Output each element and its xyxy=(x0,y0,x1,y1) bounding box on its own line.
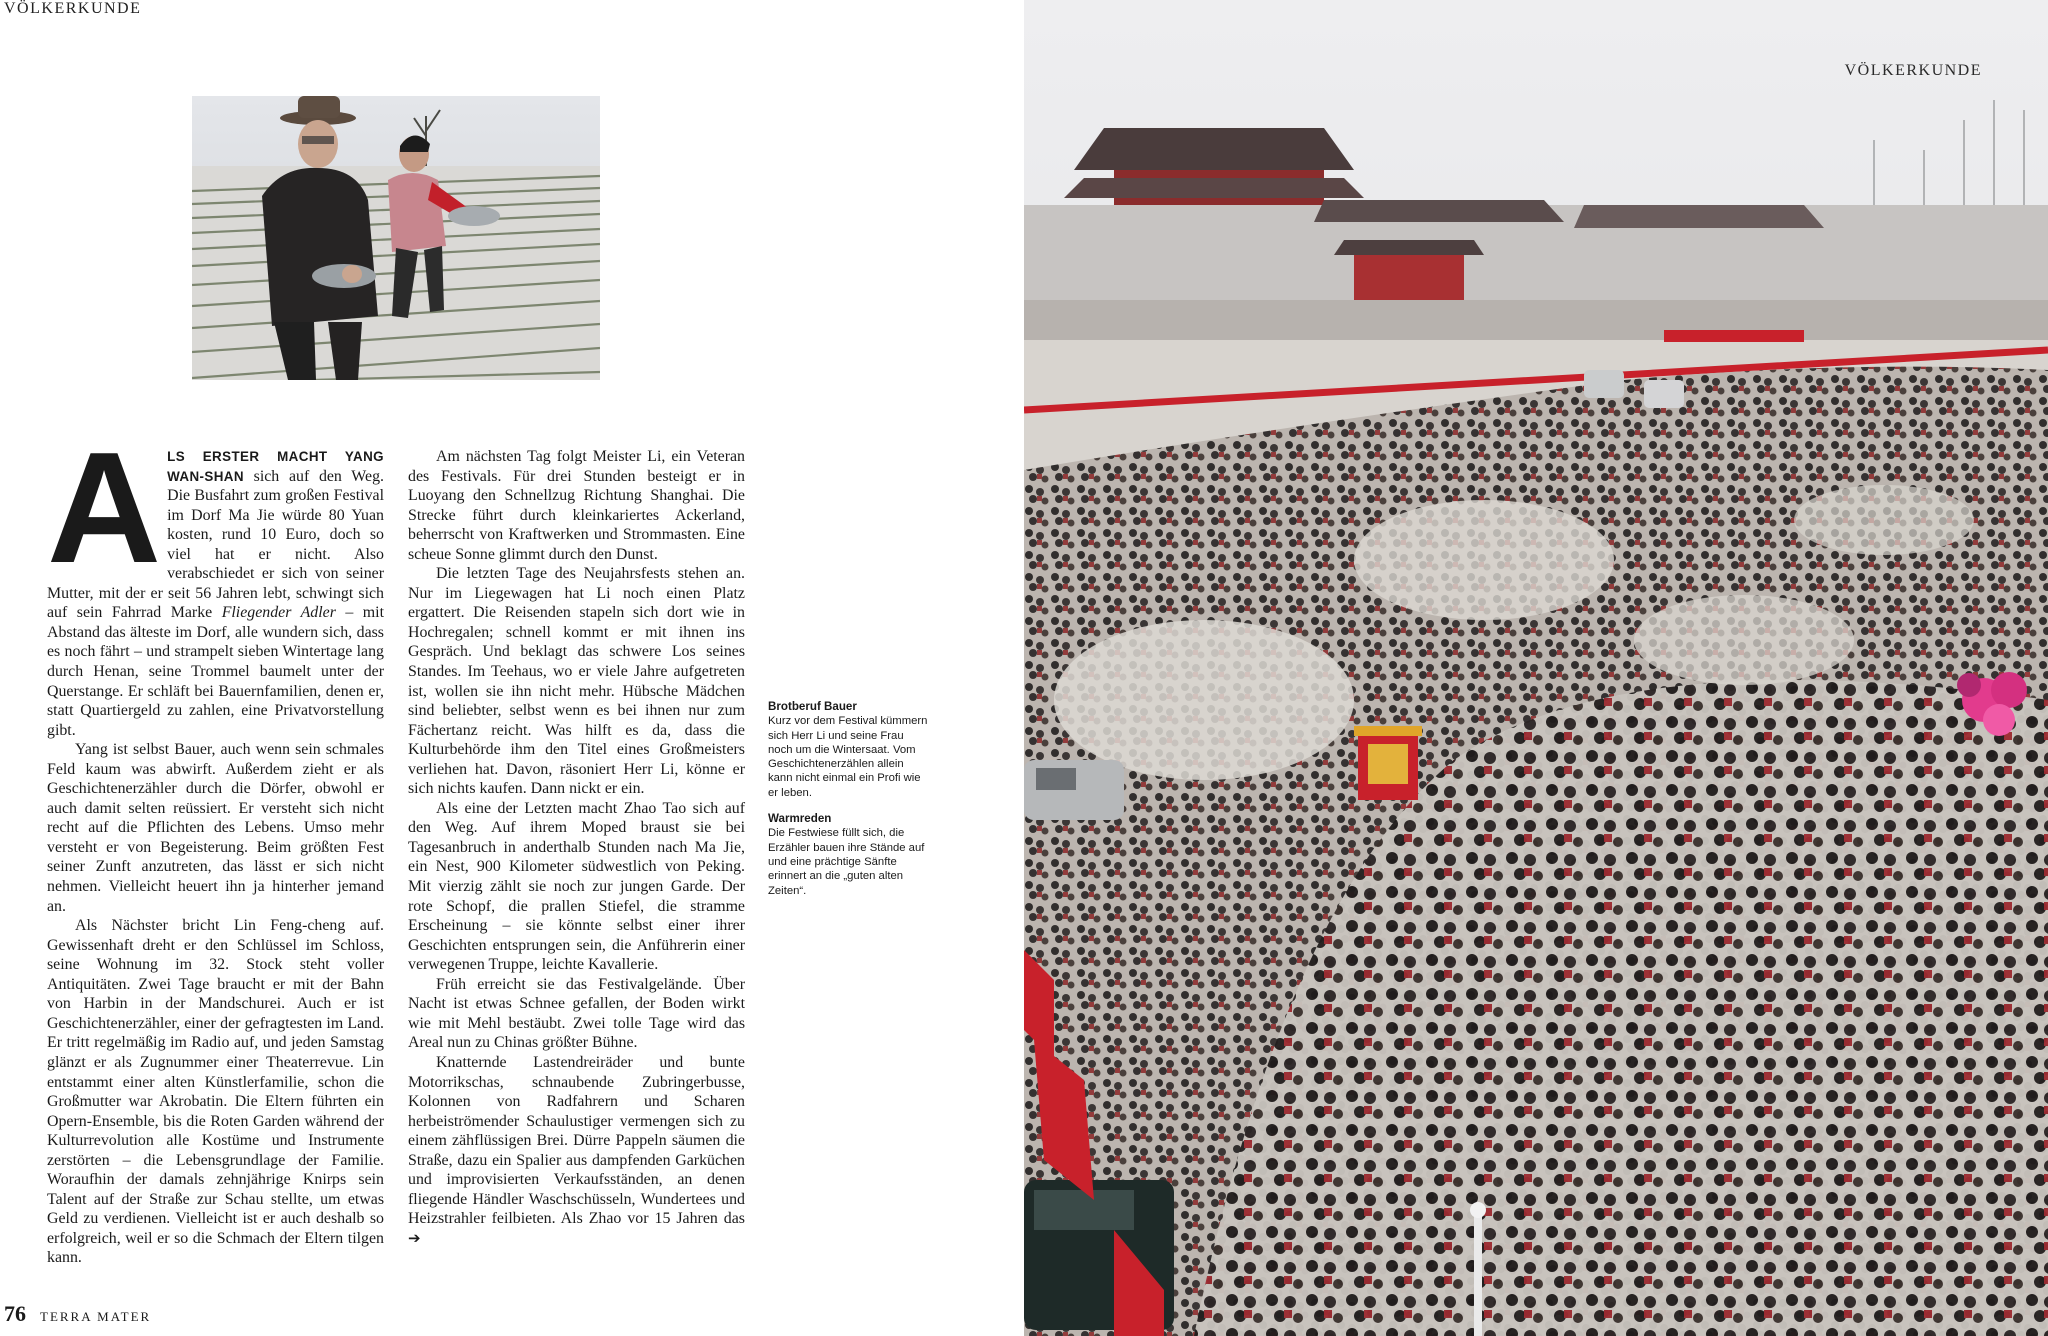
article-column-1 xyxy=(47,420,384,1268)
farmers-photo xyxy=(192,96,600,380)
paragraph xyxy=(47,420,384,740)
caption-title: Brotberuf Bauer xyxy=(768,700,857,713)
caption-text: Die Festwiese füllt sich, die Erzähler bauen ihre Stände auf und eine prächtige Sänfte erinnert an die „guten alten Zeiten“. xyxy=(768,827,925,897)
paragraph-text: – mit Abstand das älteste im Dorf, alle wundern sich, dass es noch fährt – und strampelt sieben Wintertage lang durch Henan, seine Trommel baumelt unter der Querstange. Er schläft bei Bauernfamilien, denen er, statt Quartiergeld zu zahlen, eine Privatvorstellung gibt. xyxy=(47,604,384,739)
section-label: VÖLKERKUNDE xyxy=(4,0,142,17)
paragraph: Die letzten Tage des Neujahrsfests stehen an. Nur im Liegewagen hat Li noch einen Platz ergattert. Die Reisenden stapeln sich dort wie in Hochregalen; schnell kommt er mit ihnen ins Gespräch. Und beklagt das schwere Los seines Standes. Im Teehaus, wo er viele Jahre aufgetreten ist, wollen sie ihn nicht mehr. Hübsche Mädchen sind beliebter, selbst wenn es bei ihnen nur zum Fächertanz reicht. Was hilft es da, dass die Kulturbehörde ihm den Titel eines Großmeisters verliehen hat. Davon, räsoniert Herr Li, könne er sich nichts kaufen. Dann nickt er ein. xyxy=(408,565,745,798)
caption-text: Kurz vor dem Festival kümmern sich Herr Li und seine Frau noch um die Wintersaat. Vom Geschichtenerzählen allein kann nicht einmal ein Profi wie er leben. xyxy=(768,715,928,799)
paragraph xyxy=(408,1053,745,1248)
festival-crowd-photo xyxy=(1024,0,2048,1336)
paragraph-text: Knatternde Lastendreiräder und bunte Motorrikschas, schnaubende Zubringerbusse, Kolonnen von Radfahrern und Scharen herbeiströmender Schaulustiger vermengen sich zu einem zähflüssigen Brei. Dürre Pappeln säumen die Straße, dazu ein Spalier aus dampfenden Garküchen und improvisierten Verkaufsständen, an denen fliegende Händler Waschschüsseln, Wundertees und Heizstrahler feilbieten. Als Zhao vor 15 Jahren das xyxy=(408,1053,745,1228)
paragraph-text: sich auf den Weg. Die Busfahrt zum großen Festival im Dorf Ma Jie würde 80 Yuan kosten, rund 10 Euro, doch so viel hat er nicht. Also verabschiedet er sich von seiner Mutter, mit der er seit 56 Jahren lebt, schwingt sich auf sein Fahrrad Marke xyxy=(47,467,384,622)
lead-in: LS ERSTER MACHT YANG WAN-SHAN xyxy=(167,449,384,484)
bicycle-brand: Fliegender Adler xyxy=(221,604,336,622)
paragraph: Am nächsten Tag folgt Meister Li, ein Veteran des Festivals. Für drei Stunden besteigt er in Luoyang den Schnellzug Richtung Shanghai. Die Strecke führt durch kleinkariertes Ackerland, beherrscht von Kraftwerken und Strommasten. Eine scheue Sonne glimmt durch den Dunst. xyxy=(408,448,745,563)
photo-captions xyxy=(768,700,928,910)
caption-2 xyxy=(768,812,928,898)
right-page xyxy=(1024,0,2048,1336)
page-number: 76 xyxy=(4,1301,26,1326)
paragraph: Als eine der Letzten macht Zhao Tao sich auf den Weg. Auf ihrem Moped braust sie bei Tagesanbruch in anderthalb Stunden nach Ma Jie, ein Nest, 900 Kilometer südwestlich von Peking. Mit vierzig zählt sie noch zur jungen Garde. Der rote Schopf, die prallen Stiefel, die stramme Erscheinung – sie könnte selbst einer ihrer Geschichten entsprungen sein, die Anführerin einer verwegenen Truppe, leichte Kavallerie. xyxy=(408,799,745,974)
drop-cap: A xyxy=(47,420,158,596)
section-label: VÖLKERKUNDE xyxy=(1844,62,1982,79)
continue-arrow-icon: ➔ xyxy=(408,1228,421,1247)
paragraph: Als Nächster bricht Lin Feng-cheng auf. Gewissenhaft dreht er den Schlüssel im Schloss, seine Wohnung im 32. Stock steht voller Antiquitäten. Zwei Tage braucht er mit der Bahn von Harbin in der Mandschurei. Auch er ist Geschichtenerzähler, einer der gefragtesten im Land. Er tritt regelmäßig im Radio auf, und jeden Samstag glänzt er als Zugnummer einer Theaterrevue. Lin entstammt einer alten Künstlerfamilie, schon die Großmutter war Akrobatin. Die Eltern führten ein Opern-Ensemble, bis die Roten Garden während der Kulturrevolution alle Kostüme und Instrumente zerstörten – die Lebensgrundlage der Familie. Woraufhin der damals zehnjährige Knirps sein Talent auf der Straße zur Schau stellte, um etwas Geld zu verdienen. Vielleicht ist er auch deshalb so erfolgreich, weil er so die Schmach der Eltern tilgen kann. xyxy=(47,917,384,1267)
article-column-2 xyxy=(408,447,745,1248)
caption-title: Warmreden xyxy=(768,812,832,826)
paragraph: Yang ist selbst Bauer, auch wenn sein schmales Feld kaum was abwirft. Außerdem zieht er als Geschichtenerzähler durch die Dörfer, obwohl er auch damit selten reüssiert. Er versteht sich nicht recht auf die Pflichten des Lebens. Umso mehr versteht er von Begeisterung. Beim größten Fest seiner Zunft anzutreten, das lässt er sich nicht nehmen. Vielleicht heuert ihn ja hinterher jemand an. xyxy=(47,741,384,915)
paragraph: Früh erreicht sie das Festivalgelände. Über Nacht ist etwas Schnee gefallen, der Boden wirkt wie mit Mehl bestäubt. Zwei tolle Tage wird das Areal nun zu Chinas größter Bühne. xyxy=(408,975,745,1052)
magazine-name: TERRA MATER xyxy=(40,1309,152,1324)
caption-1 xyxy=(768,700,928,800)
